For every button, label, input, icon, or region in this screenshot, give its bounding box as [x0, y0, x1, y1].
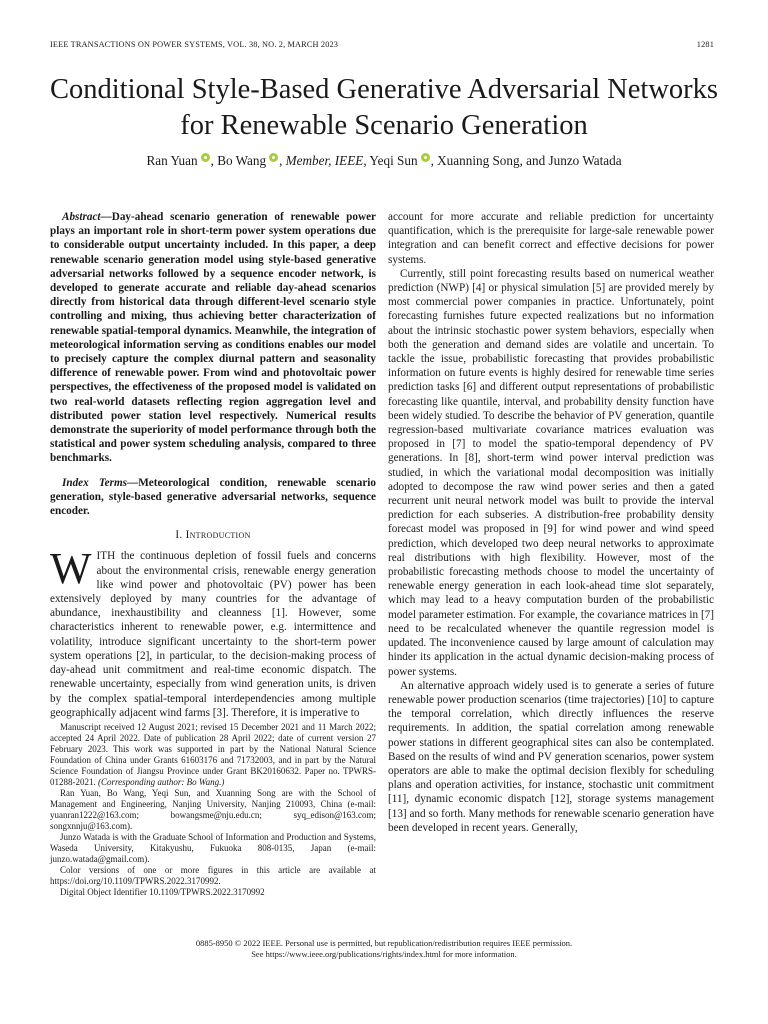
orcid-icon[interactable]	[269, 153, 278, 162]
copyright-line: 0885-8950 © 2022 IEEE. Personal use is permitted, but republication/redistribution requires IEEE permission.	[195, 938, 573, 948]
abstract: Abstract—Day-ahead scenario generation of renewable power plays an important role in short-term power system operations due to considerable output uncertainty included. In this paper, a deep renewable scenario generation model using style-based generative adversarial networks followed by a sequence encoder network, is developed to generate accurate and reliable day-ahead scenarios directly from historical data through different-level scenario style controlling and mixing, thus achieving better characterization of renewable spatial-temporal dynamics. Meanwhile, the integration of meteorological information serving as conditions enables our model to precisely capture the complex diurnal pattern and seasonality difference of renewable power. From wind and photovoltaic power perspectives, the effectiveness of the proposed model is validated on two real-world datasets reflecting region aggregation level and distributed power station level respectively. Numerical results demonstrate the superiority of model performance through both the statistical and power system scheduling analysis, compared to three benchmarks.	[50, 211, 376, 465]
page-number: 1281	[696, 40, 714, 49]
member-designation: Member, IEEE	[285, 153, 364, 168]
orcid-icon[interactable]	[421, 153, 430, 162]
footnote: Junzo Watada is with the Graduate School of Information and Production and Systems, Waseda University, Kitakyushu, Fukuoka 808-0135, Japan (e-mail: junzo.watada@gmail.com).	[50, 832, 376, 864]
body-paragraph: account for more accurate and reliable prediction for uncertainty quantification, which is the prerequisite for large-sale renewable power integration and can benefit correct and effective decisions for power systems.	[388, 211, 714, 266]
author-name: Yeqi Sun	[369, 153, 418, 168]
body-paragraph: An alternative approach widely used is to generate a series of future renewable power production scenarios (time trajectories) [10] to capture the temporal correlation, which directly influences the reserve requirements. In addition, the spatial correlation among renewable power stations in different geographical sites can also be contemplated. Based on the results of wind and PV generation scenarios, power system operators are able to make the optimal decision flexibly for scheduling plans and operation activities, for instance, stochastic unit commitment [11], dynamic economic dispatch [12], storage systems management [13] and so forth. Many methods for renewable scenario generation have been developed in recent years. Generally,	[388, 679, 714, 834]
footnote: Manuscript received 12 August 2021; revised 15 December 2021 and 11 March 2022; accepted 24 April 2022. Date of publication 28 April 2022; date of current version 27 February 2023. This work was supported in part by the National Natural Science Foundation of China under Grants 61603176 and 71732003, and in part by the Natural Science Foundation of Jiangsu Province under Grant BK20160632. Paper no. TPWRS-01288-2021. (Corresponding author: Bo Wang.)	[50, 722, 376, 787]
footnote: Color versions of one or more figures in this article are available at https://doi.org/10.1109/TPWRS.2022.3170992.	[50, 865, 376, 886]
footnote: Ran Yuan, Bo Wang, Yeqi Sun, and Xuanning Song are with the School of Management and Engineering, Nanjing University, Nanjing 210093, China (e-mail: yuanran1222@163.com; bowangsme@nju.edu.cn; syq_edison@163.com; songxnnju@163.com).	[50, 788, 376, 831]
author-name: Ran Yuan	[146, 153, 198, 168]
section-heading: I. Introduction	[175, 529, 251, 542]
footnotes	[50, 722, 376, 898]
right-column	[388, 210, 714, 835]
running-header	[50, 40, 714, 54]
footnote: Digital Object Identifier 10.1109/TPWRS.2022.3170992	[60, 887, 265, 897]
copyright-footer	[40, 938, 728, 960]
orcid-icon[interactable]	[201, 153, 210, 162]
drop-cap: W	[50, 544, 92, 594]
author-names-rest: , Xuanning Song, and Junzo Watada	[430, 153, 622, 168]
index-terms: Index Terms—Meteorological condition, renewable scenario generation, style-based generative adversarial networks, sequence encoder.	[50, 476, 376, 518]
paper-title: Conditional Style-Based Generative Adversarial Networks for Renewable Scenario Generation	[50, 74, 718, 141]
index-terms-text: Meteorological condition, renewable scenario generation, style-based generative adversarial networks, sequence encoder.	[50, 476, 376, 518]
rights-line: See https://www.ieee.org/publications/rights/index.html for more information.	[251, 949, 517, 959]
author-name: Bo Wang	[217, 153, 267, 168]
abstract-text: Day-ahead scenario generation of renewable power plays an important role in short-term power system operations due to considerable output uncertainty included. In this paper, a deep renewable scenario generation model using style-based generative adversarial networks followed by a sequence encoder network, is developed to generate accurate and reliable day-ahead scenarios directly from historical data through different-level scenario style controlling and mixing, thus achieving better characterization of renewable spatial-temporal dynamics. Meanwhile, the integration of meteorological information serving as conditions enables our model to precisely capture the complex diurnal pattern and seasonality difference of renewable power. From wind and photovoltaic power perspectives, the effectiveness of the proposed model is validated on two real-world datasets reflecting region aggregation level and distributed power station level respectively. Numerical results demonstrate the superiority of model performance through both the statistical and power system scheduling analysis, compared to three benchmarks.	[50, 211, 376, 465]
body-paragraph: Currently, still point forecasting results based on numerical weather prediction (NWP) [4] or physical simulation [5] are provided merely by most commercial power companies in practice. Unfortunately, point forecasting furnishes future expected realizations but no information about the intrinsic stochastic power system behaviors, especially when both the generation and demand sides are volatile and uncertain. To tackle the issue, probabilistic forecasting that provides probabilistic information on future events is highly desired for renewable time series prediction tasks [6] and different output representations of probabilistic forecasting like quantile, interval, and probability density function have been widely studied. To describe the behavior of PV generation, quantile regression-based multivariate covariance matrices evaluation was proposed in [7] to model the spatio-temporal dependency of PV generations. In [8], short-term wind power interval prediction was studied, in which the variational modal decomposition was initially adopted to decompose the raw wind power series and then a gated recurrent unit neural network model was built to provide the interval prediction for each subseries. A distribution-free probability density forecast model was proposed in [9] for wind power and wind speed prediction, which developed two deep neural networks to approximate real distributions with high flexibility. However, most of the probabilistic forecasting methods choose to model the uncertainty of renewable energy generation in each look-ahead time slot separately, which may lead to a heavy computation burden of the probabilistic model parameter estimation. For example, the covariance matrices in [7] need to be recalculated whenever the quantile regression model is updated. The inconvenience caused by large amount of calculation may hinder its application in the actual dynamic decision-making process of power systems.	[388, 267, 714, 678]
intro-paragraph: WITH the continuous depletion of fossil fuels and concerns about the environmental crisis, renewable energy generation like wind power and photovoltaic (PV) power has been extensively deployed by many countries for the advantage of abundance, inexhaustibility and cleanness [1]. However, some characteristics inherent to renewable power, e.g. intermittence and volatility, introduce significant uncertainty to the short-term power system operations [2], in particular, to the decision-making process of day-ahead unit commitment and real-time economic dispatch. The renewable uncertainty, especially from wind generation units, is driven by the complex spatial-temporal interdependencies among multiple geographically adjacent wind farms [3]. Therefore, it is imperative to	[50, 544, 376, 719]
author-list: Ran Yuan , Bo Wang , Member, IEEE, Yeqi Sun , Xuanning Song, and Junzo Watada	[146, 153, 622, 168]
left-column	[50, 210, 376, 720]
journal-name: IEEE TRANSACTIONS ON POWER SYSTEMS, VOL. 38, NO. 2, MARCH 2023	[50, 40, 339, 49]
